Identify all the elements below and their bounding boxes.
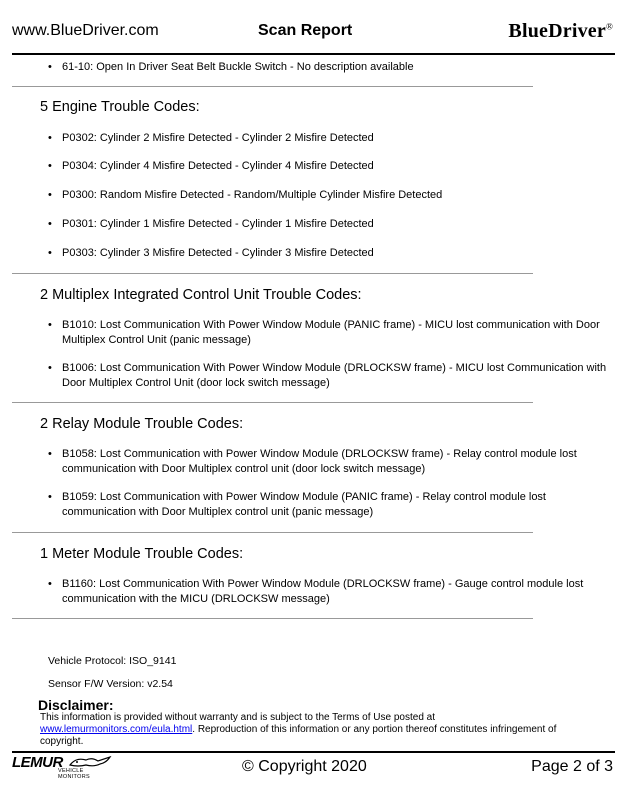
report-title: Scan Report xyxy=(258,22,353,39)
page-header xyxy=(12,20,615,46)
lemur-logo: LEMUR VEHICLE MONITORS xyxy=(12,754,116,776)
section-title-relay: 2 Relay Module Trouble Codes: xyxy=(40,416,244,432)
disclaimer-text: This information is provided without warranty and is subject to the Terms of Use posted at www.lemurmonitors.com/eula.html. Reproduction of this information or any portion thereof constitutes infringement of copyright. xyxy=(40,712,557,747)
section-divider xyxy=(12,86,533,87)
header-url[interactable]: www.BlueDriver.com xyxy=(12,22,159,39)
bullet-icon: • xyxy=(48,491,52,503)
bullet-icon: • xyxy=(48,247,52,259)
bullet-icon: • xyxy=(48,448,52,460)
eula-link[interactable]: www.lemurmonitors.com/eula.html xyxy=(40,724,193,735)
registered-mark: ® xyxy=(605,21,613,32)
sensor-firmware: Sensor F/W Version: v2.54 xyxy=(48,678,173,690)
bluedriver-logo: BlueDriver® xyxy=(508,20,613,42)
section-divider xyxy=(12,618,533,619)
section-divider xyxy=(12,532,533,533)
vehicle-protocol: Vehicle Protocol: ISO_9141 xyxy=(48,655,177,667)
copyright: © Copyright 2020 xyxy=(242,758,367,775)
bullet-icon: • xyxy=(48,189,52,201)
bullet-icon: • xyxy=(48,319,52,331)
footer-rule xyxy=(12,751,615,753)
section-divider xyxy=(12,402,533,403)
bullet-icon: • xyxy=(48,61,52,73)
bullet-icon: • xyxy=(48,362,52,374)
bullet-icon: • xyxy=(48,218,52,230)
section-divider xyxy=(12,273,533,274)
lemur-animal-icon xyxy=(68,755,112,769)
header-rule xyxy=(12,53,615,55)
bullet-icon: • xyxy=(48,578,52,590)
page-number: Page 2 of 3 xyxy=(531,758,613,775)
bullet-icon: • xyxy=(48,132,52,144)
disclaimer-title: Disclaimer: xyxy=(38,697,114,713)
section-title-engine: 5 Engine Trouble Codes: xyxy=(40,99,200,115)
section-title-micu: 2 Multiplex Integrated Control Unit Trouble Codes: xyxy=(40,287,362,303)
section-title-meter: 1 Meter Module Trouble Codes: xyxy=(40,546,244,562)
bullet-icon: • xyxy=(48,160,52,172)
